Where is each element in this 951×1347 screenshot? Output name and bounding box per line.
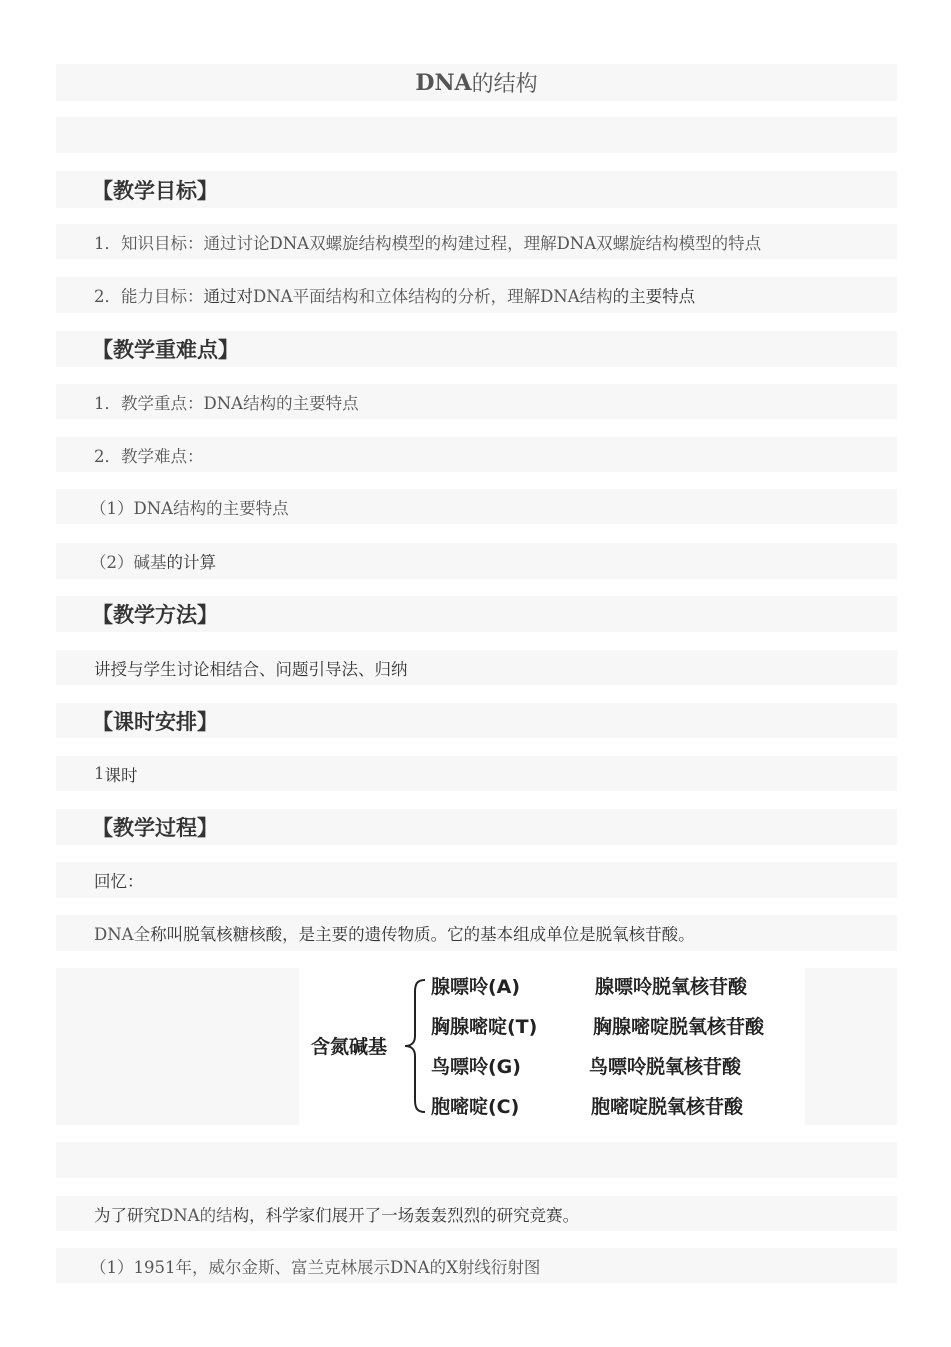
dna-intro-b: 称叫脱氧核糖核酸，是主要的遗传物质。它的基本组成单位是脱氧核苷酸。 (150, 925, 695, 944)
base-t: 胸腺嘧啶(T) (431, 1016, 538, 1038)
key-2-2-b: 的计算 (166, 553, 216, 572)
title-dna: DNA (415, 69, 472, 96)
research-intro-a: 为了研究 (94, 1205, 160, 1225)
key-2-2-a: （2）碱基 (90, 553, 167, 572)
objective-2-mid-b: DNA平面结构和立体结构的分析，理解DNA结构 (253, 287, 613, 306)
brace-icon (399, 976, 429, 1116)
objective-1: 1．知识目标：通过讨论DNA双螺旋结构模型的构建过程，理解DNA双螺旋结构模型的特点 (56, 224, 897, 259)
title-rest: 的结构 (471, 72, 538, 97)
blank-band-2 (56, 1142, 897, 1178)
key-point-2-2 (56, 543, 897, 579)
objective-2-prefix: 2．能力目标： (94, 287, 204, 306)
blank-band (56, 117, 897, 153)
objective-2 (56, 277, 897, 313)
dna-intro (56, 915, 897, 951)
diagram-label: 含氮碱基 (311, 1036, 388, 1058)
nucleotide-t: 胸腺嘧啶脱氧核苷酸 (593, 1016, 765, 1038)
base-g: 鸟嘌呤(G) (431, 1056, 521, 1078)
method-text: 讲授与学生讨论相结合、问题引导法、归纳 (56, 650, 897, 685)
nucleotide-diagram (299, 968, 805, 1125)
schedule-num: 1 (94, 764, 105, 783)
nucleotide-a: 腺嘌呤脱氧核苷酸 (595, 976, 748, 998)
page-title (56, 64, 897, 101)
base-a: 腺嘌呤(A) (431, 976, 521, 998)
base-c: 胞嘧啶(C) (431, 1096, 520, 1118)
history-1: （1）1951年，威尔金斯、富兰克林展示DNA的X射线衍射图 (56, 1248, 897, 1283)
key-point-1: 1．教学重点：DNA结构的主要特点 (56, 384, 897, 419)
process-heading: 【教学过程】 (56, 809, 897, 845)
key-point-2-1: （1）DNA结构的主要特点 (56, 489, 897, 524)
schedule-heading: 【课时安排】 (56, 703, 897, 738)
schedule-unit: 课时 (104, 765, 138, 785)
nucleotide-diagram-band (56, 968, 897, 1125)
dna-intro-a: DNA全 (94, 925, 151, 944)
objectives-heading: 【教学目标】 (56, 171, 897, 208)
key-heading: 【教学重难点】 (56, 331, 897, 367)
recall-text: 回忆： (56, 862, 897, 898)
research-intro-b: DNA的结 (160, 1205, 233, 1225)
schedule-text (56, 756, 897, 791)
nucleotide-g: 鸟嘌呤脱氧核苷酸 (589, 1056, 742, 1078)
key-point-2: 2．教学难点： (56, 437, 897, 472)
method-heading: 【教学方法】 (56, 596, 897, 632)
objective-2-mid-a: 通过对 (203, 287, 253, 306)
research-intro (56, 1196, 897, 1231)
objective-2-end: 的主要特点 (612, 287, 696, 306)
nucleotide-c: 胞嘧啶脱氧核苷酸 (591, 1096, 744, 1118)
research-intro-c: 构，科学家们展开了一场轰轰烈烈的研究竞赛。 (232, 1205, 580, 1225)
